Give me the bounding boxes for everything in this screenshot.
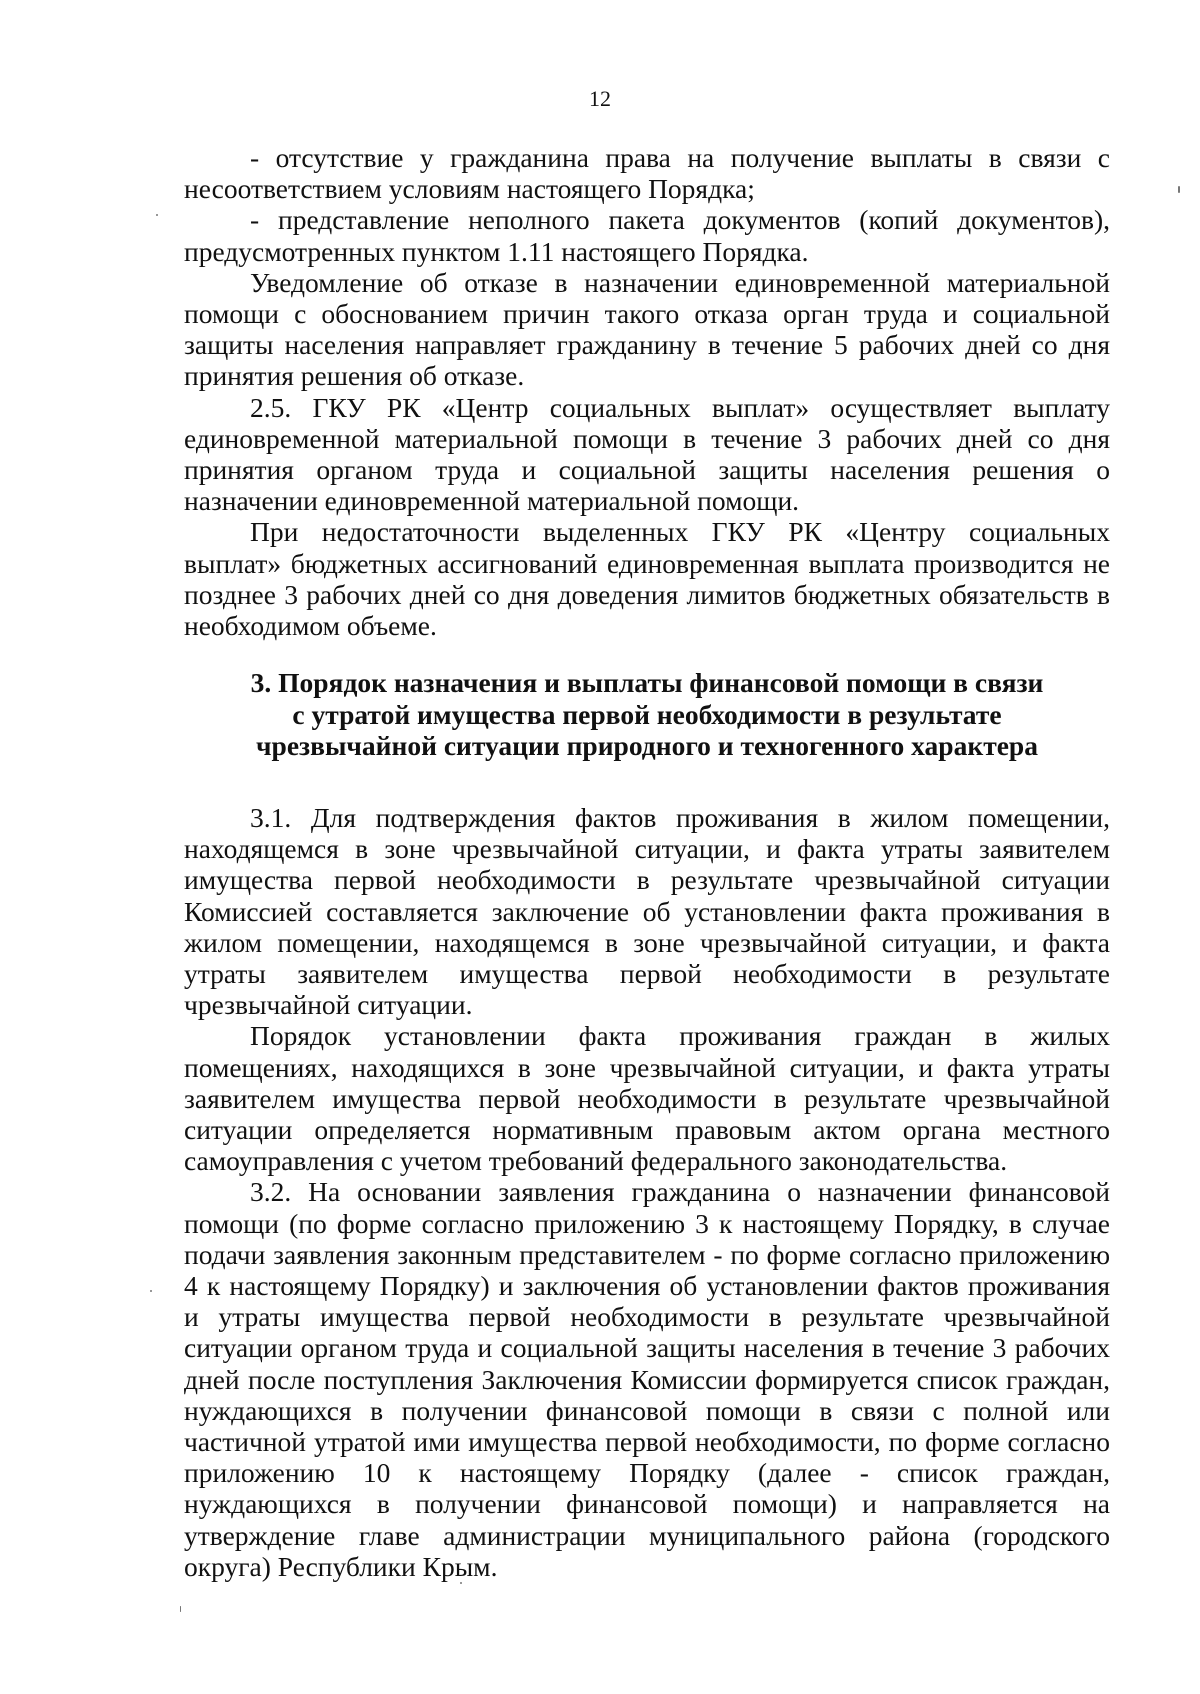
paragraph: 3.1. Для подтверждения фактов проживания в жилом помещении, находящемся в зоне чрезвычайной ситуации, и факта утраты заявителем имущества первой необходимости в результате чрезвычайной ситуации Комиссией составляется заключение об установлении факта проживания в жилом помещении, находящемся в зоне чрезвычайной ситуации, и факта утраты заявителем имущества первой необходимости в результате чрезвычайной ситуации. [184,802,1110,1021]
paragraph: Уведомление об отказе в назначении единовременной материальной помощи с обоснованием причин такого отказа орган труда и социальной защиты населения направляет гражданину в течение 5 рабочих дней со дня принятия решения об отказе. [184,266,1110,392]
scan-speck [460,1582,462,1584]
scan-speck [156,214,158,216]
scan-speck [180,1606,181,1612]
paragraph: 2.5. ГКУ РК «Центр социальных выплат» осуществляет выплату единовременной материальной помощи в течение 3 рабочих дней со дня принятия органом труда и социальной защиты населения решения о назначении единовременной материальной помощи. [184,391,1110,517]
text-block-bottom [184,802,1110,1582]
paragraph: При недостаточности выделенных ГКУ РК «Центру социальных выплат» бюджетных ассигнований единовременная выплата производится не позднее 3 рабочих дней со дня доведения лимитов бюджетных обязательств в необходимом объеме. [184,516,1110,642]
section-heading-line: 3. Порядок назначения и выплаты финансовой помощи в связи [250,667,1044,698]
paragraph: - отсутствие у гражданина права на получение выплаты в связи с несоответствием условиям настоящего Порядка; [184,142,1110,205]
section-heading [184,667,1110,762]
page-number: 12 [589,86,611,111]
scan-speck [1178,186,1180,193]
text-block-top [184,142,1110,641]
paragraph: Порядок установлении факта проживания граждан в жилых помещениях, находящихся в зоне чрезвычайной ситуации, и факта утраты заявителем имущества первой необходимости в результате чрезвычайной ситуации определяется нормативным правовым актом органа местного самоуправления с учетом требований федерального законодательства. [184,1020,1110,1177]
section-heading-line: чрезвычайной ситуации природного и техногенного характера [256,730,1038,761]
scan-speck [150,1290,152,1292]
paragraph: 3.2. На основании заявления гражданина о назначении финансовой помощи (по форме согласно приложению 3 к настоящему Порядку, в случае подачи заявления законным представителем - по форме согласно приложению 4 к настоящему Порядку) и заключения об установлении фактов проживания и утраты имущества первой необходимости в результате чрезвычайной ситуации органом труда и социальной защиты населения в течение 3 рабочих дней после поступления Заключения Комиссии формируется список граждан, нуждающихся в получении финансовой помощи в связи с полной или частичной утратой ими имущества первой необходимости, по форме согласно приложению 10 к настоящему Порядку (далее - список граждан, нуждающихся в получении финансовой помощи) и направляется на утверждение главе администрации муниципального района (городского округа) Республики Крым. [184,1176,1110,1582]
paragraph: - представление неполного пакета документов (копий документов), предусмотренных пунктом 1.11 настоящего Порядка. [184,204,1110,267]
section-heading-line: с утратой имущества первой необходимости в результате [292,698,1002,730]
